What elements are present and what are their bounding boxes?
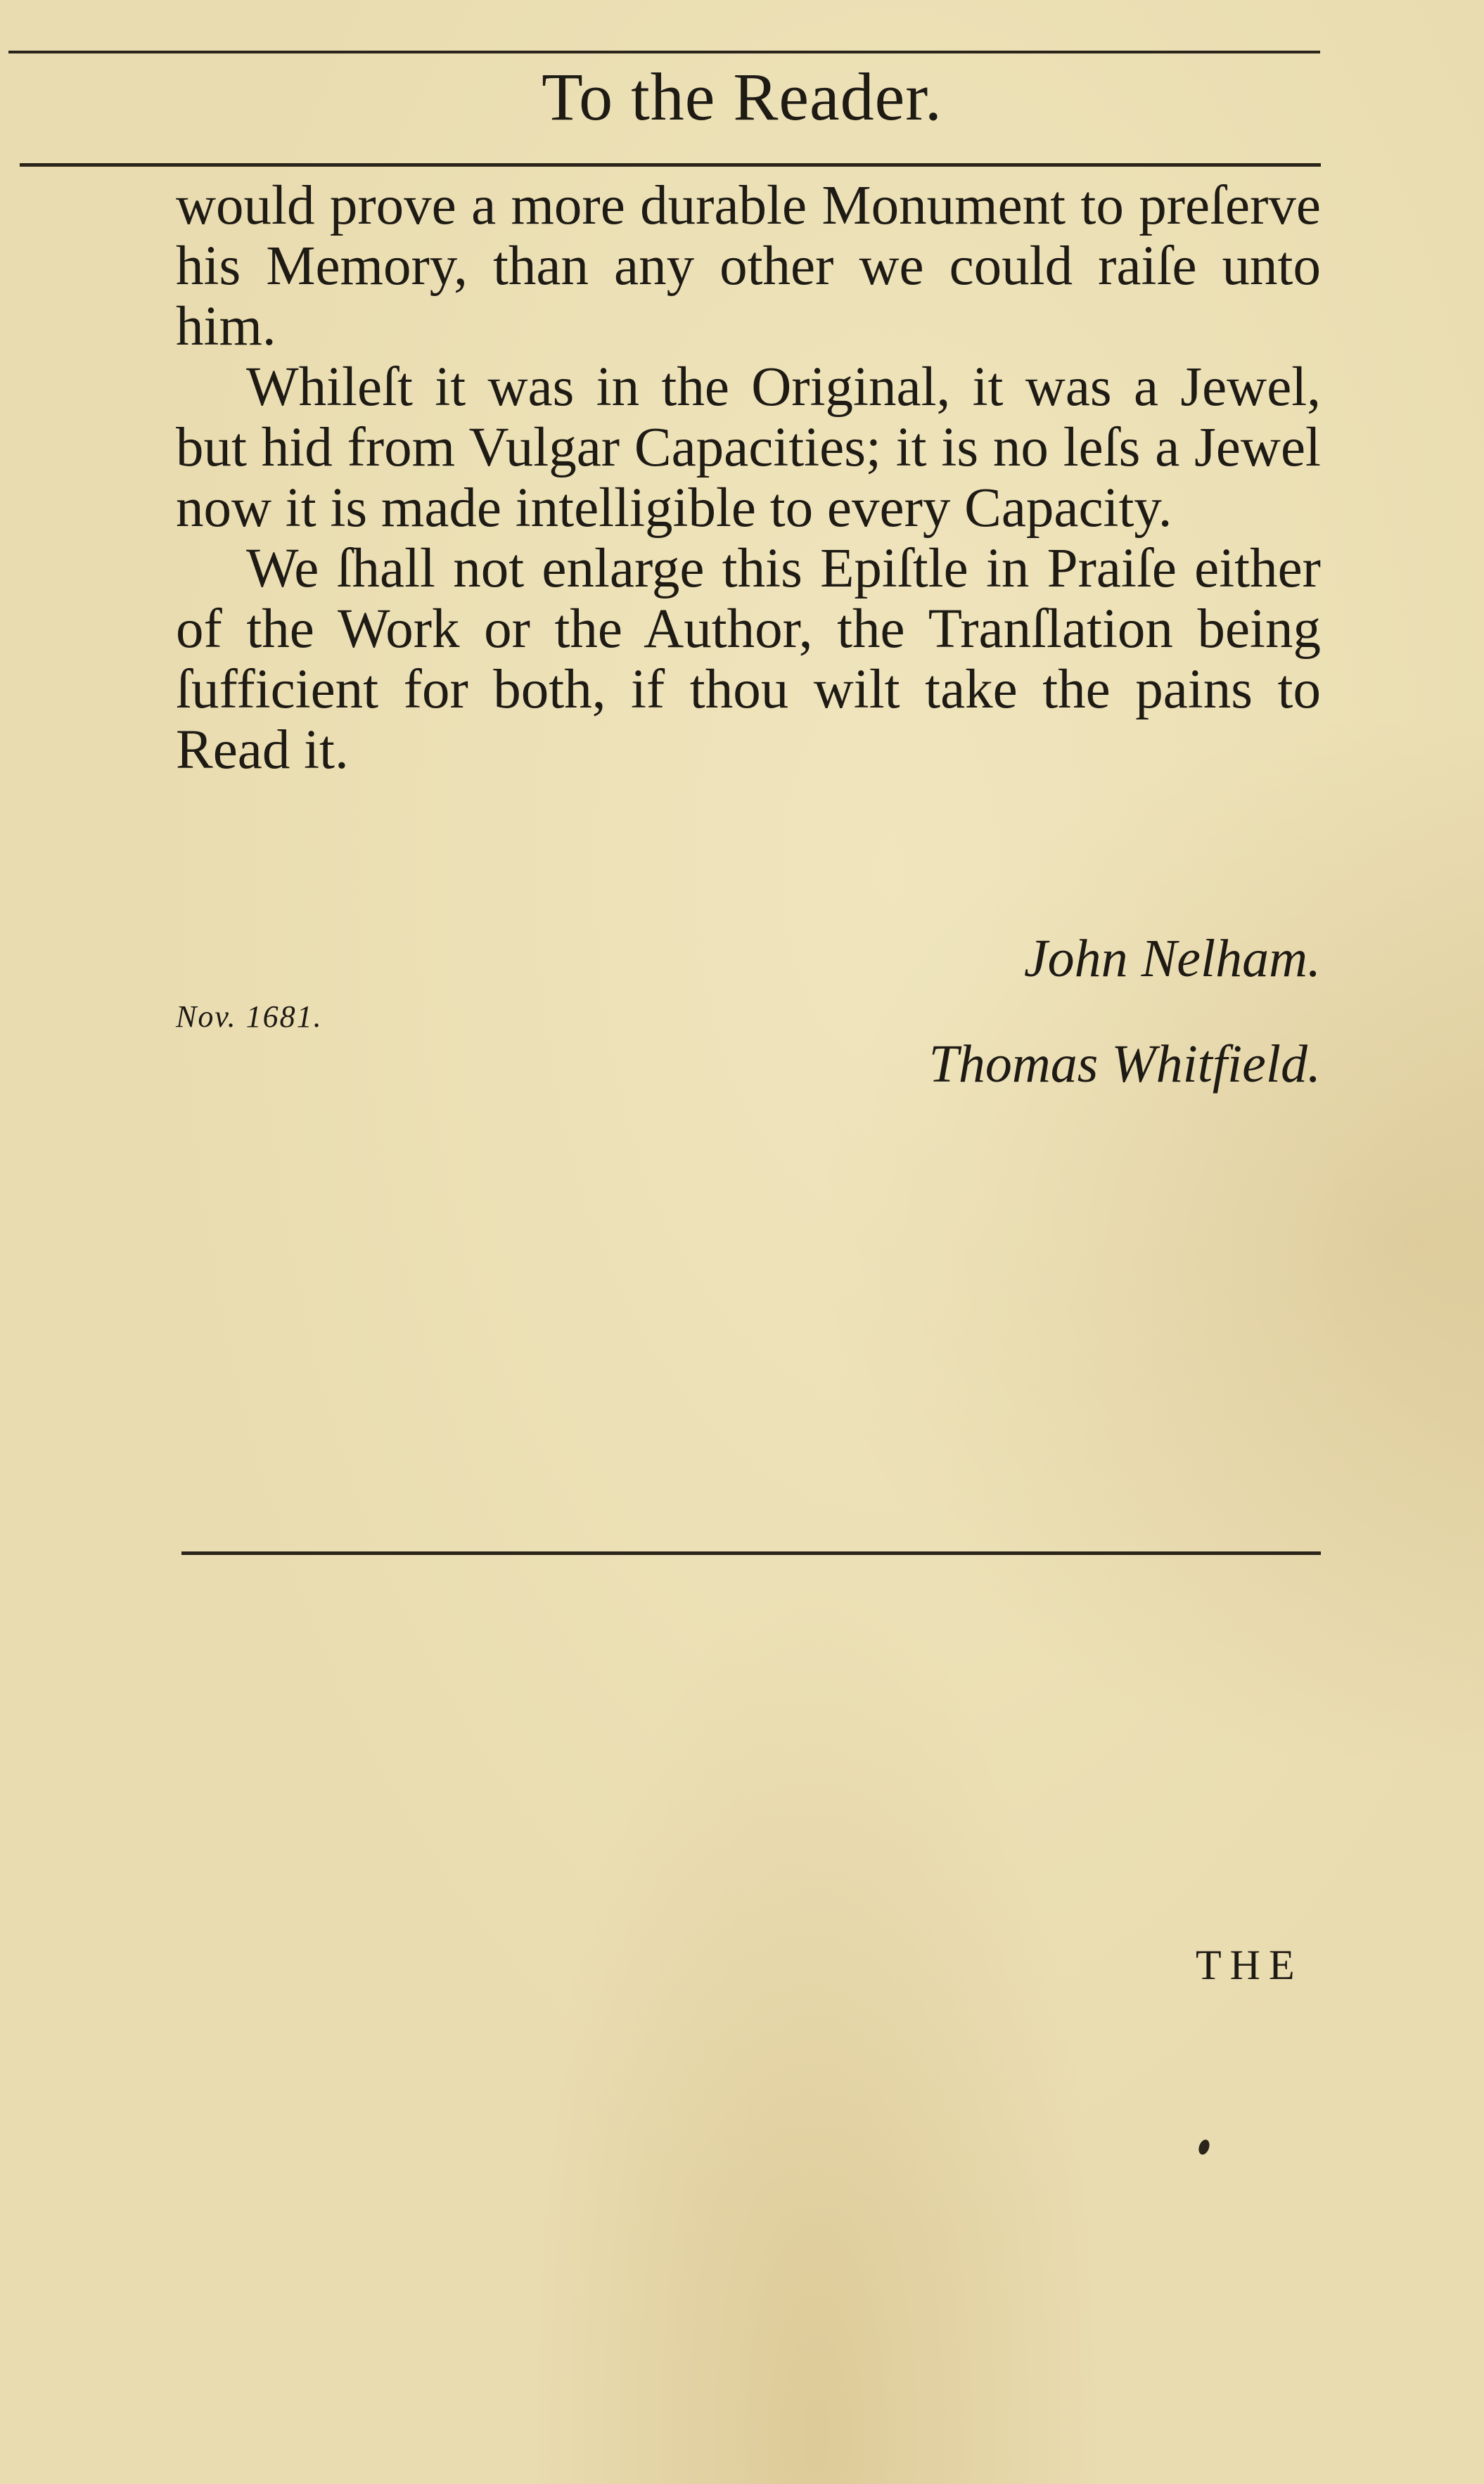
- paragraph-continuation: would prove a more durable Monument to preſerve his Memory, than any other we could raiſe unto him.: [176, 175, 1321, 357]
- top-rule: [8, 51, 1320, 53]
- running-head: To the Reader.: [542, 59, 942, 134]
- catchword: THE: [1196, 1942, 1303, 1988]
- signatory-name: John Nelham.: [1023, 929, 1321, 988]
- paragraph-epistle: We ſhall not enlarge this Epiſtle in Praiſe either of the Work or the Author, the Tranſlation being ſufficient for both, if thou wilt take the pains to Read it.: [176, 538, 1321, 781]
- header-rule: [20, 163, 1321, 167]
- ink-mark: [1197, 2138, 1212, 2156]
- signatory-name: Thomas Whitfield.: [928, 1035, 1321, 1094]
- paragraph-jewel: Whileſt it was in the Original, it was a Jewel, but hid from Vulgar Capacities; it is no leſs a Jewel now it is made intelligible to every Capacity.: [176, 357, 1321, 539]
- bottom-rule: [181, 1551, 1321, 1555]
- date-line: Nov. 1681.: [176, 999, 323, 1034]
- body-text: [176, 176, 1321, 781]
- signature-block: [176, 928, 1321, 1111]
